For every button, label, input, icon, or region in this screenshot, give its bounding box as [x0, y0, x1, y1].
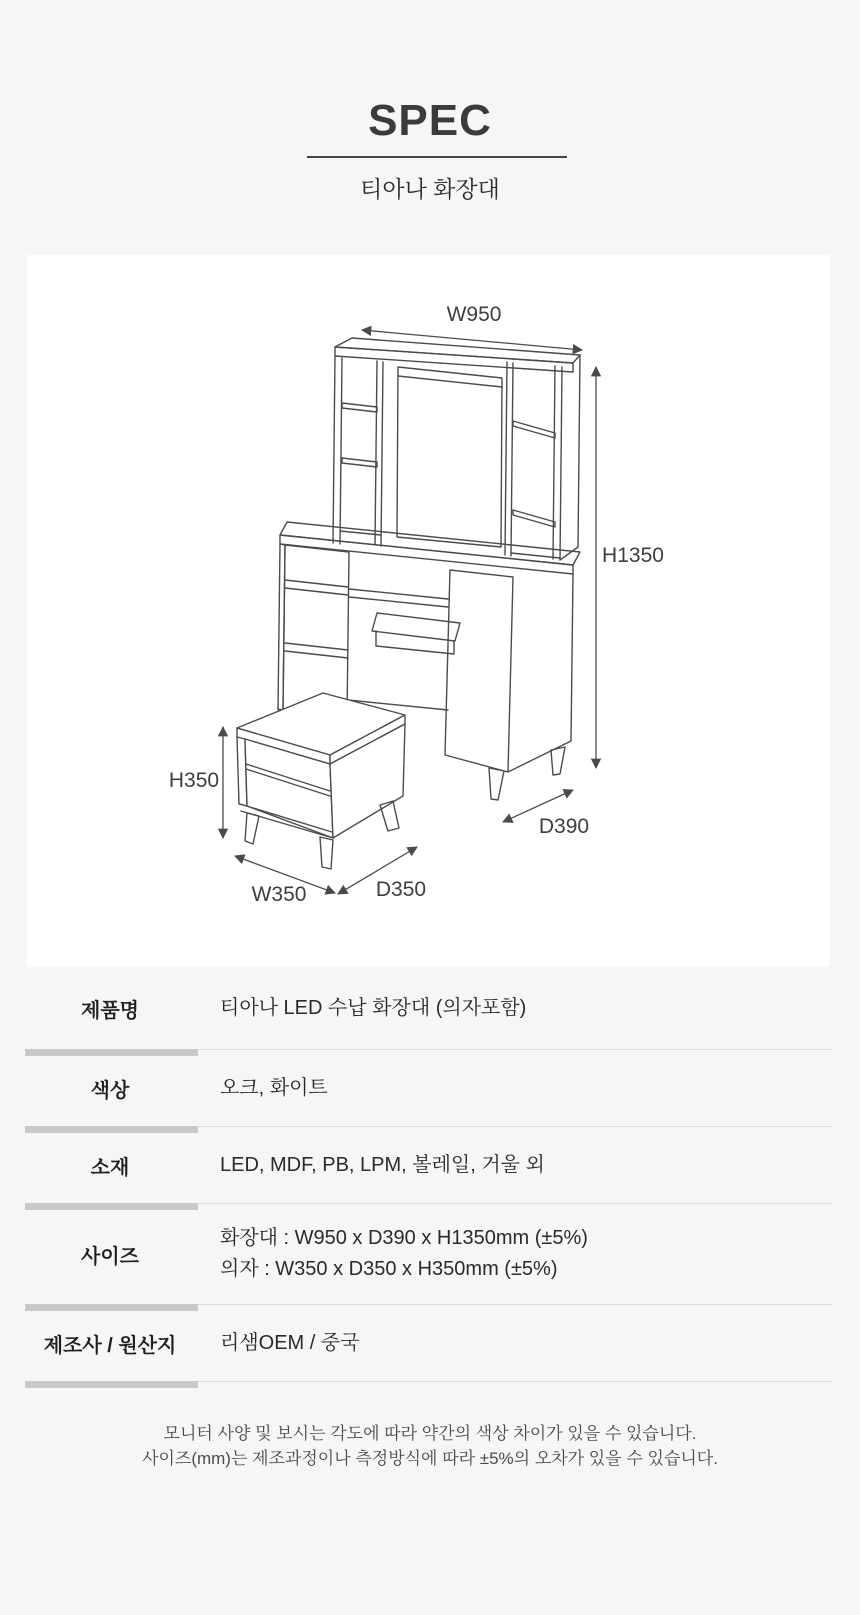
- spec-row-value: LED, MDF, PB, LPM, 볼레일, 거울 외: [220, 1153, 545, 1176]
- footer-line-color-notice: 모니터 사양 및 보시는 각도에 따라 약간의 색상 차이가 있을 수 있습니다.: [163, 1424, 697, 1443]
- footer-disclaimer: [0, 1421, 860, 1471]
- furniture-line-drawing: [27, 255, 830, 967]
- spec-row-label: 색상: [90, 1079, 130, 1102]
- page-title: SPEC: [368, 96, 492, 145]
- size-line-dresser: 화장대 : W950 x D390 x H1350mm (±5%): [220, 1227, 588, 1249]
- spec-row-color: [25, 1050, 832, 1127]
- spec-row-value: 티아나 LED 수납 화장대 (의자포함): [220, 997, 527, 1019]
- spec-row-value: [220, 1223, 588, 1285]
- dim-label-table-width: W950: [446, 303, 502, 326]
- spec-row-material: [25, 1127, 832, 1204]
- title-divider: [307, 156, 567, 158]
- spec-table: [25, 968, 832, 1382]
- stool-drawing: [237, 693, 405, 869]
- dim-label-stool-height: H350: [168, 769, 220, 792]
- size-line-stool: 의자 : W350 x D350 x H350mm (±5%): [220, 1258, 558, 1280]
- spec-row-value: 리샘OEM / 중국: [220, 1331, 360, 1354]
- spec-row-label: 소재: [90, 1156, 130, 1179]
- spec-row-label: 제품명: [81, 1000, 139, 1022]
- spec-row-manufacturer-origin: [25, 1305, 832, 1382]
- product-subtitle: 티아나 화장대: [360, 176, 500, 202]
- diagram-panel: [27, 255, 830, 967]
- dim-label-stool-depth: D350: [375, 878, 427, 901]
- spec-row-label: 제조사 / 원산지: [43, 1334, 177, 1357]
- dim-label-table-depth: D390: [538, 815, 590, 838]
- footer-line-size-notice: 사이즈(mm)는 제조과정이나 측정방식에 따라 ±5%의 오차가 있을 수 있습니다.: [142, 1449, 718, 1468]
- spec-row-value: 오크, 화이트: [220, 1076, 328, 1099]
- dim-label-table-height: H1350: [602, 544, 664, 567]
- spec-row-product-name: [25, 968, 832, 1050]
- spec-row-size: [25, 1204, 832, 1305]
- spec-row-label: 사이즈: [81, 1245, 139, 1268]
- dim-label-stool-width: W350: [251, 883, 307, 906]
